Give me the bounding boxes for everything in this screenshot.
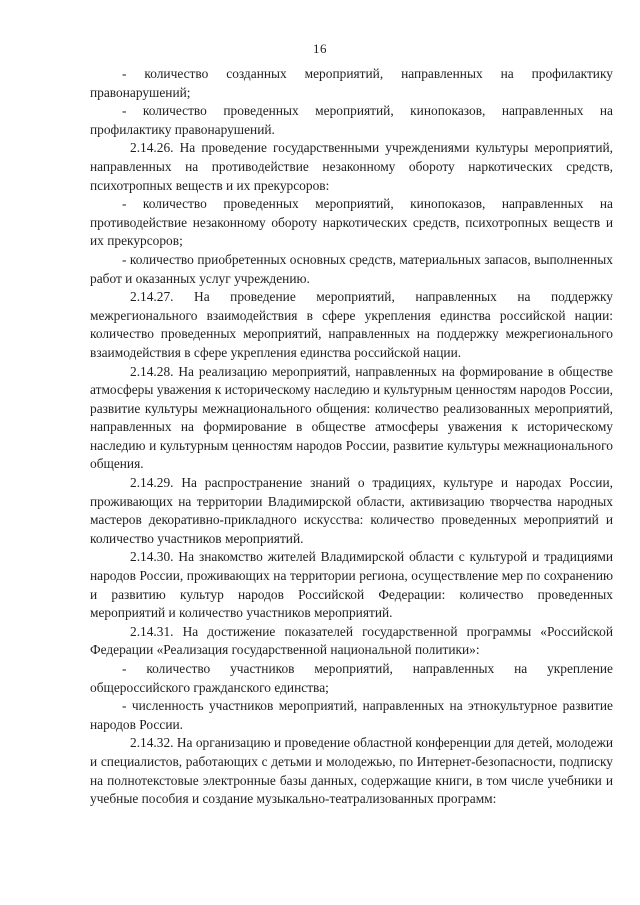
paragraph: - количество проведенных мероприятий, кинопоказов, направленных на противодействие незаконному обороту наркотических средств, психотропных веществ и их прекурсоров;: [90, 196, 613, 249]
paragraph: 2.14.28. На реализацию мероприятий, направленных на формирование в обществе атмосферы уважения к историческому наследию и культурным ценностям народов России, развитие культуры межнационального общения: количество реализованных мероприятий, направленных на формирование в обществе атмосферы уважения к историческому наследию и культурным ценностям народов России, развитие культуры межнационального общения.: [90, 363, 613, 472]
paragraph: 2.14.26. На проведение государственными учреждениями культуры мероприятий, направленных на противодействие незаконному обороту наркотических средств, психотропных веществ и их прекурсоров:: [90, 140, 613, 193]
paragraph: - количество проведенных мероприятий, кинопоказов, направленных на профилактику правонарушений.: [90, 103, 613, 137]
paragraph: - количество участников мероприятий, направленных на укрепление общероссийского гражданского единства;: [90, 661, 613, 695]
paragraph: 2.14.32. На организацию и проведение областной конференции для детей, молодежи и специалистов, работающих с детьми и молодежью, по Интернет-безопасности, подписку на полнотекстовые электронные базы данных, содержащие книги, в том числе учебники и учебные пособия и создание музыкально-театрализованных программ:: [90, 735, 613, 807]
paragraph: - количество приобретенных основных средств, материальных запасов, выполненных работ и оказанных услуг учреждению.: [90, 251, 613, 286]
paragraph: 2.14.31. На достижение показателей государственной программы «Российской Федерации «Реализация государственной национальной политики»:: [90, 623, 613, 658]
paragraph: 2.14.29. На распространение знаний о традициях, культуре и народах России, проживающих на территории Владимирской области, активизацию творчества народных мастеров декоративно-прикладного искусства: количество проведенных мероприятий и количество участников мероприятий.: [90, 475, 613, 546]
paragraph: - количество созданных мероприятий, направленных на профилактику правонарушений;: [90, 66, 613, 100]
page-number: 16: [313, 41, 327, 56]
paragraph: 2.14.30. На знакомство жителей Владимирской области с культурой и традициями народов России, проживающих на территории региона, осуществление мер по сохранению и развитию культур народов Российской Федерации: количество проведенных мероприятий и количество участников мероприятий.: [90, 549, 613, 621]
document-body: [90, 65, 613, 809]
paragraph: - численность участников мероприятий, направленных на этнокультурное развитие народов России.: [90, 698, 613, 732]
paragraph: 2.14.27. На проведение мероприятий, направленных на поддержку межрегионального взаимодействия в сфере укрепления единства российской нации: количество проведенных мероприятий, направленных на поддержку межрегионального взаимодействия в сфере укрепления единства российской нации.: [90, 289, 613, 360]
